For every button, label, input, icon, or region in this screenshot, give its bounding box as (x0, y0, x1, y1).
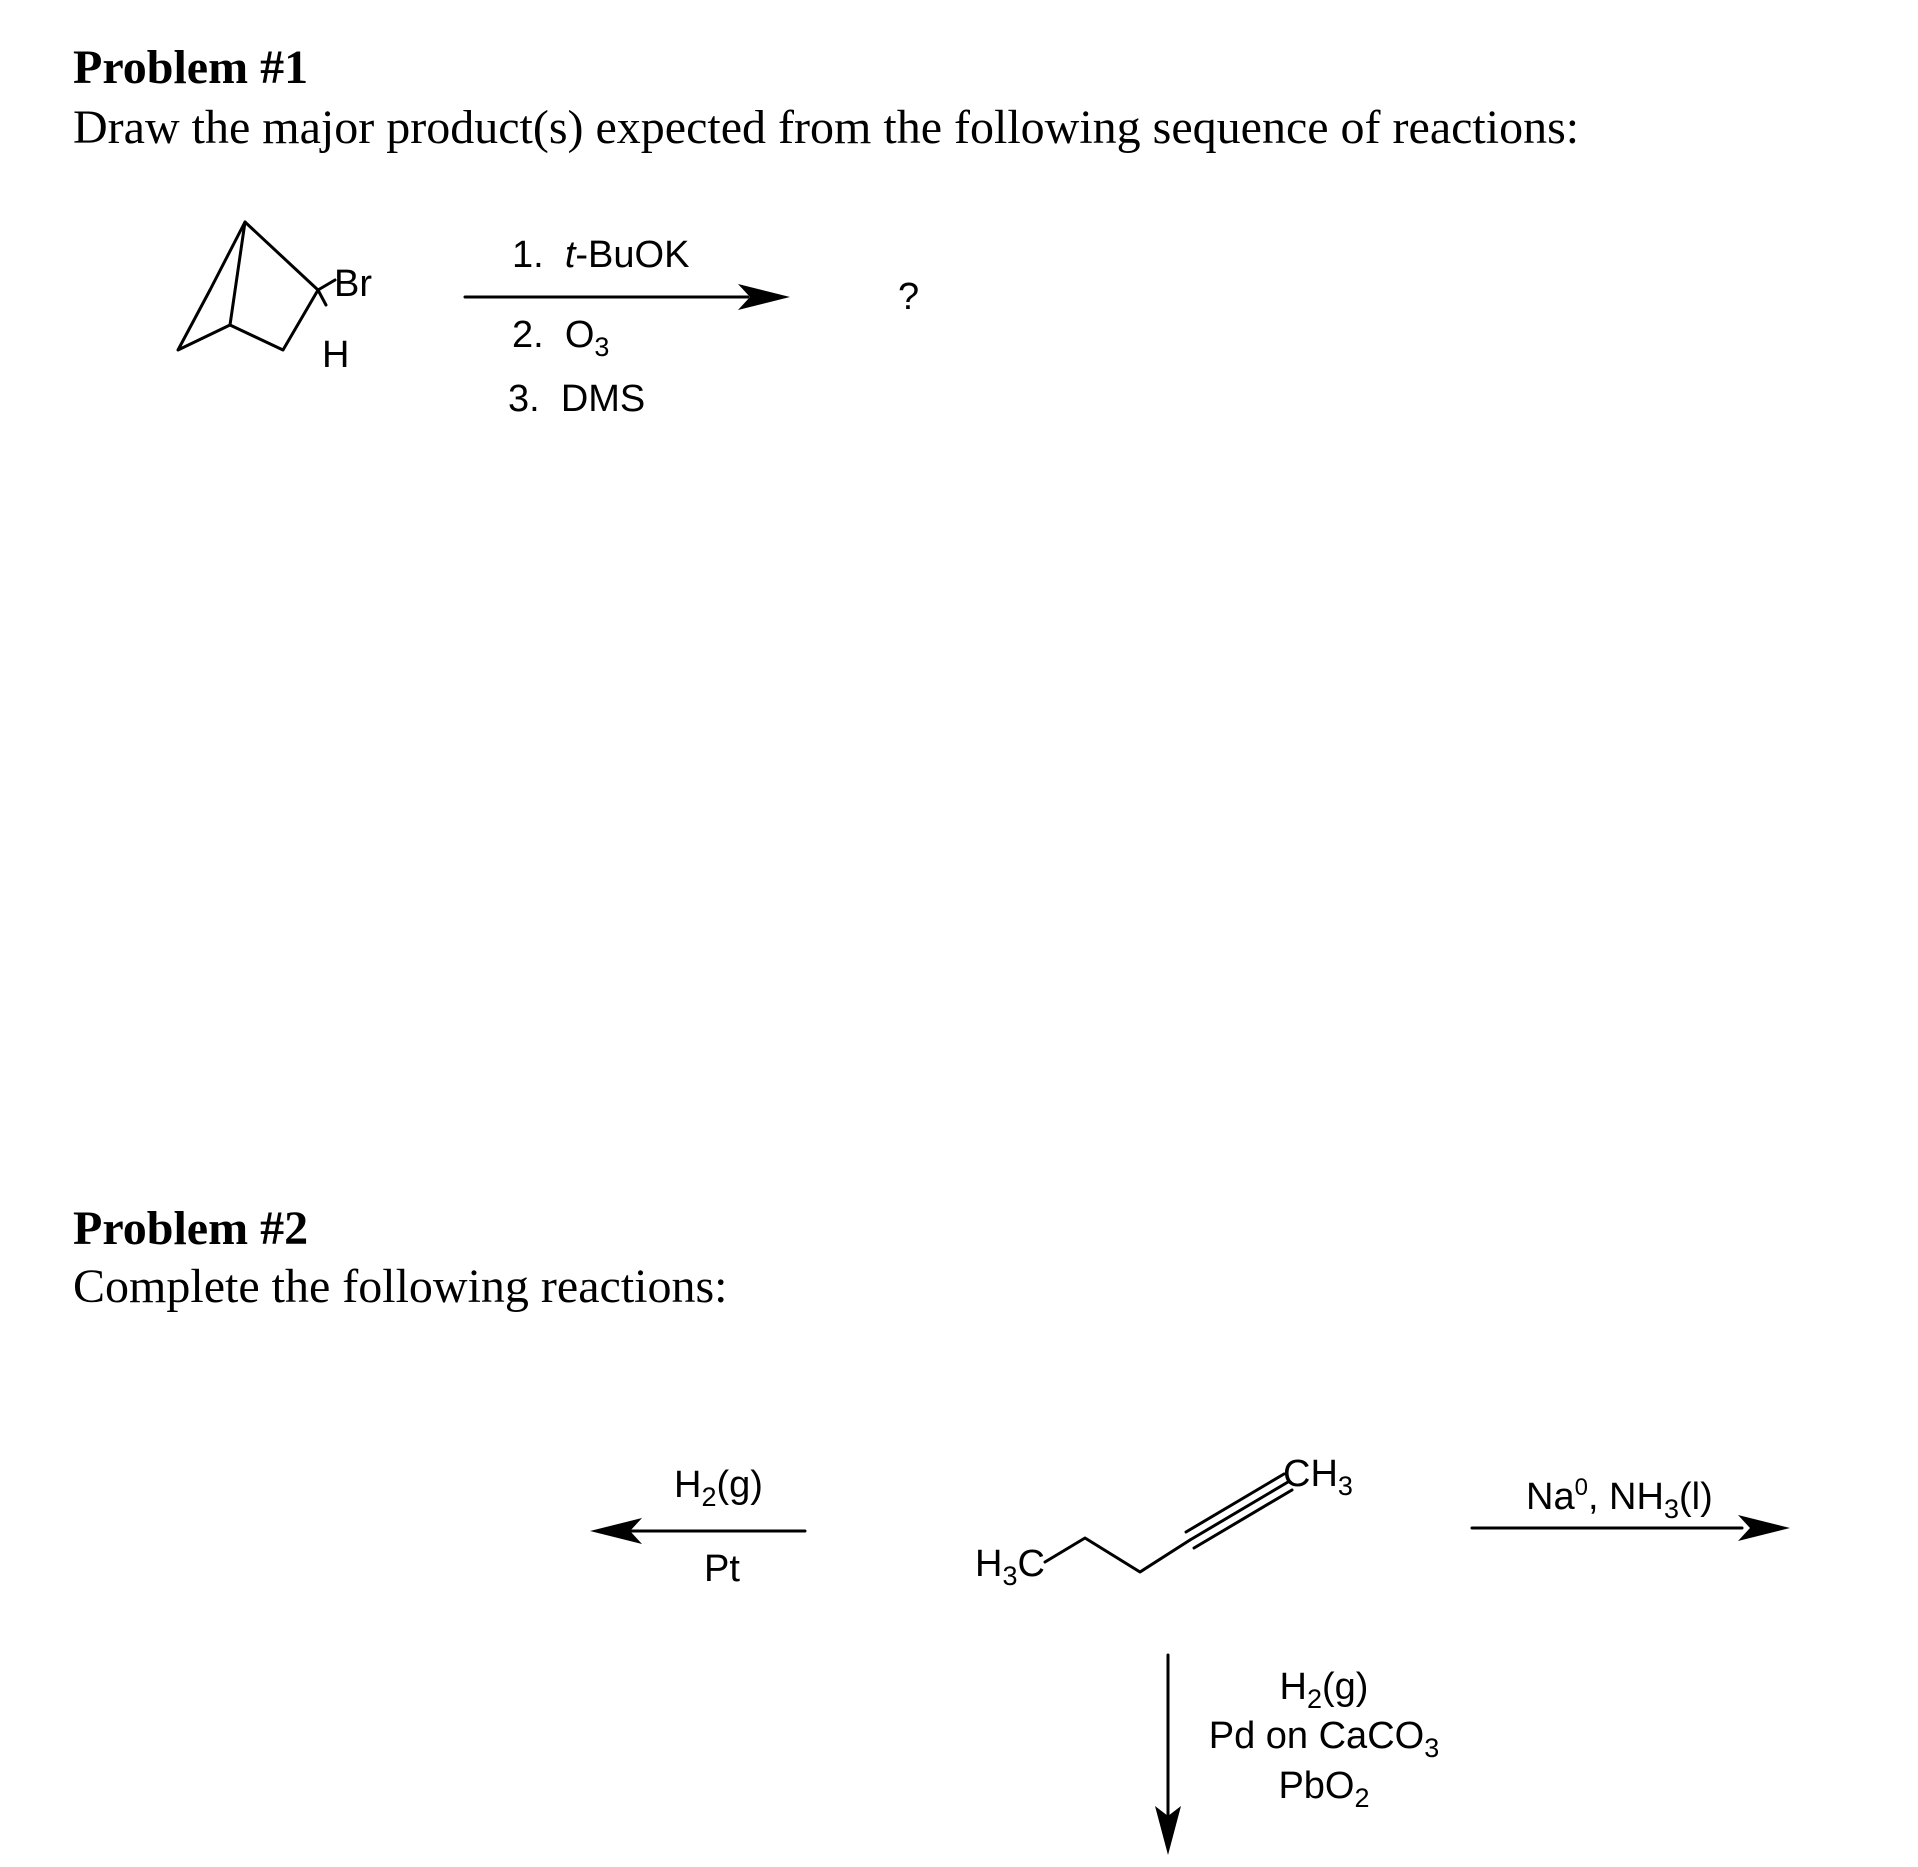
step2-label (512, 314, 610, 362)
step3-reagent: DMS (560, 378, 646, 420)
ammonia-state: (l) (1678, 1476, 1713, 1518)
step3-label (508, 380, 645, 418)
ammonia-prefix: , NH (1587, 1476, 1664, 1518)
caco3-sub: 3 (1424, 1733, 1440, 1763)
methyl-left-sub: 3 (1002, 1561, 1018, 1591)
ammonia-sub: 3 (1663, 1494, 1679, 1524)
norbornane-structure (178, 222, 335, 350)
left-arrow-catalyst: Pt (704, 1548, 740, 1590)
step2-number: 2. (512, 314, 544, 356)
left-h2-sub: 2 (701, 1482, 717, 1512)
methyl-left-c: C (1017, 1543, 1045, 1585)
step3-number: 3. (508, 378, 540, 420)
methyl-right-sub: 3 (1337, 1471, 1353, 1501)
sodium-label: Na (1526, 1476, 1575, 1518)
down-arrow-reagent-line3 (1200, 1765, 1448, 1813)
methyl-left-label (975, 1543, 1045, 1591)
down-h2-g: (g) (1322, 1666, 1369, 1708)
left-arrow-reagent-above (674, 1464, 763, 1512)
pd-caco3-text: Pd on CaCO (1208, 1715, 1425, 1757)
down-arrow-reagent-line2 (1200, 1715, 1448, 1763)
problem2-title: Problem #2 (73, 1202, 309, 1255)
product-placeholder: ? (898, 276, 920, 318)
bromine-label: Br (334, 263, 372, 305)
left-h2-g: (g) (716, 1464, 763, 1506)
hydrogen-label: H (322, 334, 350, 376)
step1-reagent-italic: t (564, 234, 576, 276)
pbo2-sub: 2 (1354, 1783, 1370, 1813)
step1-number: 1. (512, 234, 544, 276)
problem1-instruction: Draw the major product(s) expected from the following sequence of reactions: (73, 101, 1580, 154)
pbo2-text: PbO (1278, 1765, 1355, 1807)
right-arrow-reagent (1526, 1474, 1713, 1524)
step1-reagent: -BuOK (575, 234, 690, 276)
sodium-charge: 0 (1574, 1474, 1588, 1501)
methyl-right-ch: CH (1283, 1453, 1338, 1495)
right-arrow-head (1738, 1515, 1790, 1541)
methyl-left-h: H (975, 1543, 1003, 1585)
left-h2-h: H (674, 1464, 702, 1506)
step1-label (512, 236, 689, 274)
problem1-title: Problem #1 (73, 41, 309, 94)
problem2-instruction: Complete the following reactions: (73, 1260, 728, 1313)
down-arrow-reagent-line1 (1200, 1666, 1448, 1714)
methyl-right-label (1283, 1453, 1353, 1501)
down-h2-sub: 2 (1306, 1684, 1323, 1714)
step2-reagent: O (564, 314, 595, 356)
down-h2-h: H (1279, 1666, 1307, 1708)
step2-subscript: 3 (594, 332, 610, 362)
alkyne-structure (1045, 1474, 1292, 1572)
